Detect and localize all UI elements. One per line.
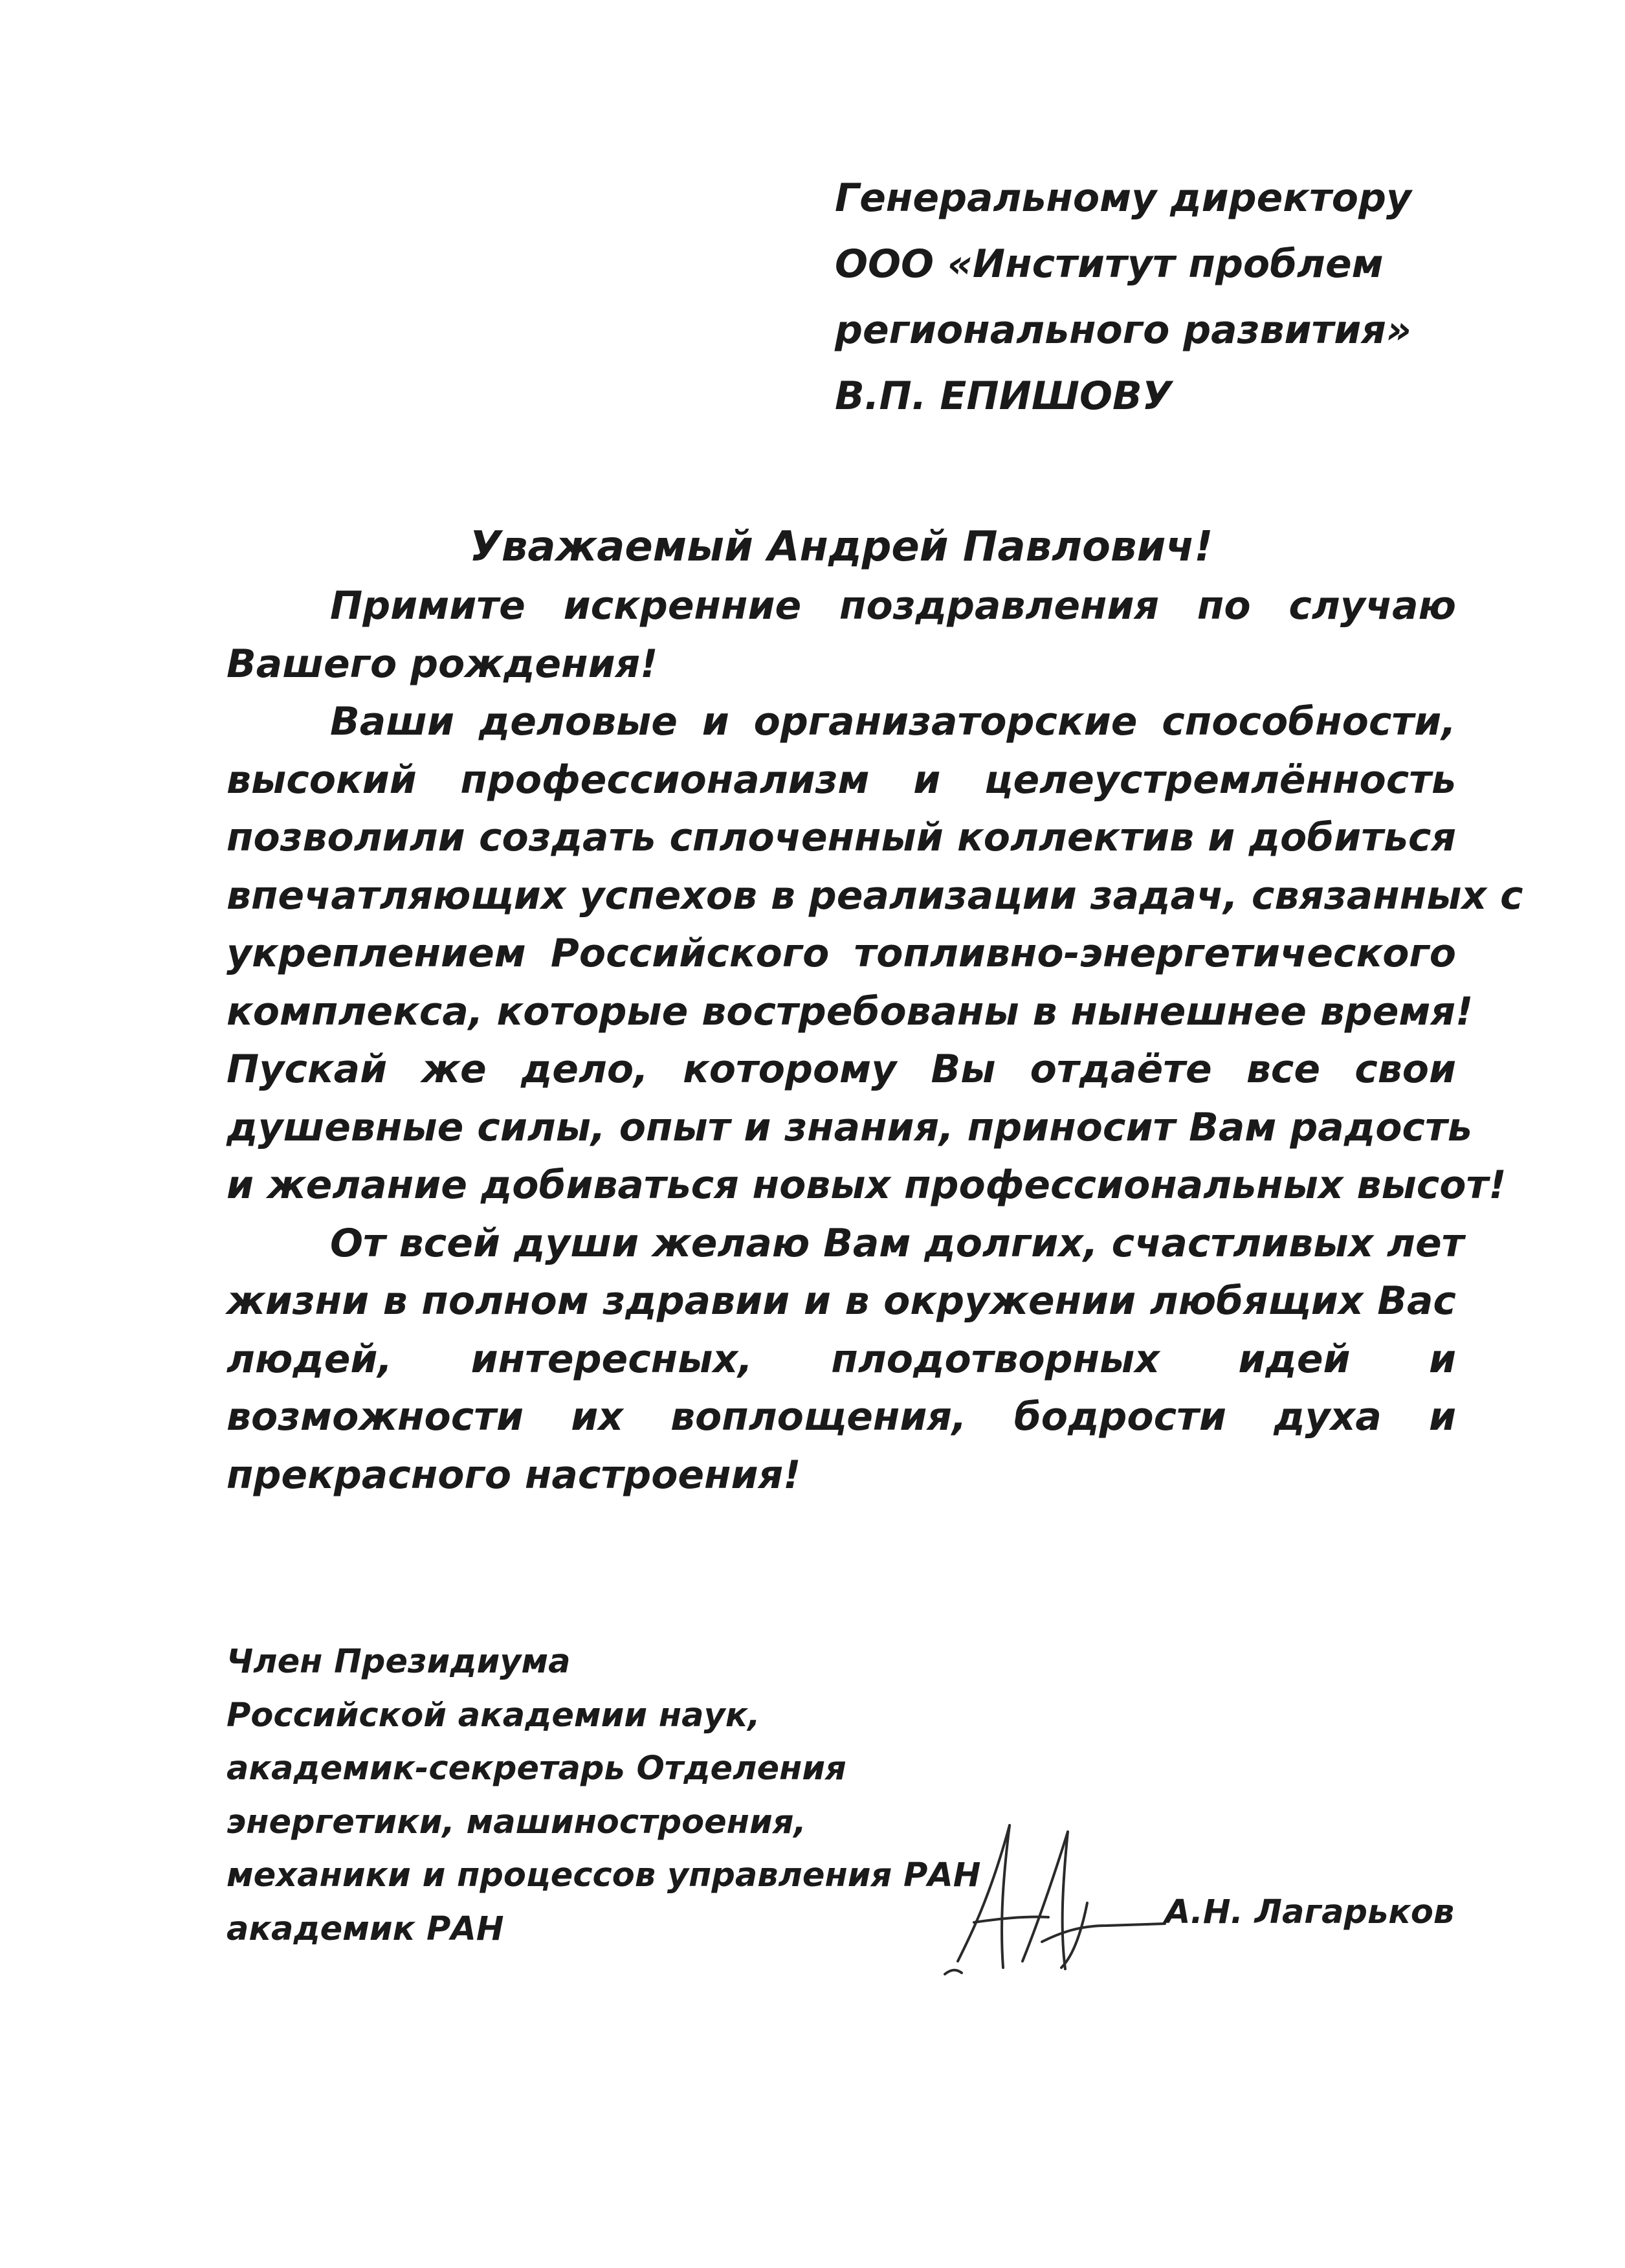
body-line: и желание добиваться новых профессиональных высот! (227, 1162, 1507, 1208)
body-line: Вашего рождения! (227, 641, 658, 687)
signatory-title-line: Член Президиума (227, 1643, 571, 1681)
body-line: Пускай же дело, которому Вы отдаёте все свои (227, 1047, 1456, 1092)
body-line: прекрасного настроения! (227, 1452, 801, 1498)
body-line: комплекса, которые востребованы в нынешнее время! (227, 988, 1474, 1034)
greeting: Уважаемый Андрей Павлович! (469, 523, 1213, 571)
signatory-title-line: механики и процессов управления РАН (227, 1856, 981, 1895)
addressee-line-3: регионального развития» (835, 307, 1411, 353)
signatory-title-line: академик-секретарь Отделения (227, 1750, 846, 1788)
paragraph-wishes (227, 1215, 1465, 1505)
body-line: От всей души желаю Вам долгих, счастливых лет (330, 1220, 1465, 1266)
body-line: укреплением Российского топливно-энергетического (227, 931, 1456, 976)
signatory-title-line: энергетики, машиностроения, (227, 1803, 806, 1841)
signatory-title-line: Российской академии наук, (227, 1696, 760, 1735)
body-line: людей, интересных, плодотворных идей и (227, 1336, 1456, 1382)
body-line: душевные силы, опыт и знания, приносит Вам радость (227, 1104, 1472, 1150)
addressee-line-4: В.П. ЕПИШОВУ (835, 373, 1172, 419)
body-line: впечатляющих успехов в реализации задач, связанных с (227, 873, 1523, 918)
addressee-block (835, 165, 1547, 429)
signatory-title (227, 1636, 1003, 1957)
body-line: возможности их воплощения, бодрости духа и (227, 1394, 1456, 1440)
addressee-line-2: ООО «Институт проблем (835, 241, 1384, 287)
body-line: позволили создать сплоченный коллектив и добиться (227, 815, 1456, 860)
addressee-line-1: Генеральному директору (835, 175, 1412, 221)
letter-body (227, 577, 1523, 1504)
body-line: Примите искренние поздравления по случаю (330, 583, 1456, 628)
body-line: высокий профессионализм и целеустремлённость (227, 757, 1456, 803)
handwritten-signature (912, 1799, 1184, 1994)
signatory-name: А.Н. Лагарьков (1165, 1893, 1455, 1931)
signatory-title-line: академик РАН (227, 1909, 504, 1948)
body-line: Ваши деловые и организаторские способности, (330, 699, 1456, 744)
paragraph-congratulations (227, 577, 1456, 693)
paragraph-achievements (227, 693, 1523, 1215)
body-line: жизни в полном здравии и в окружении любящих Вас (227, 1278, 1456, 1324)
